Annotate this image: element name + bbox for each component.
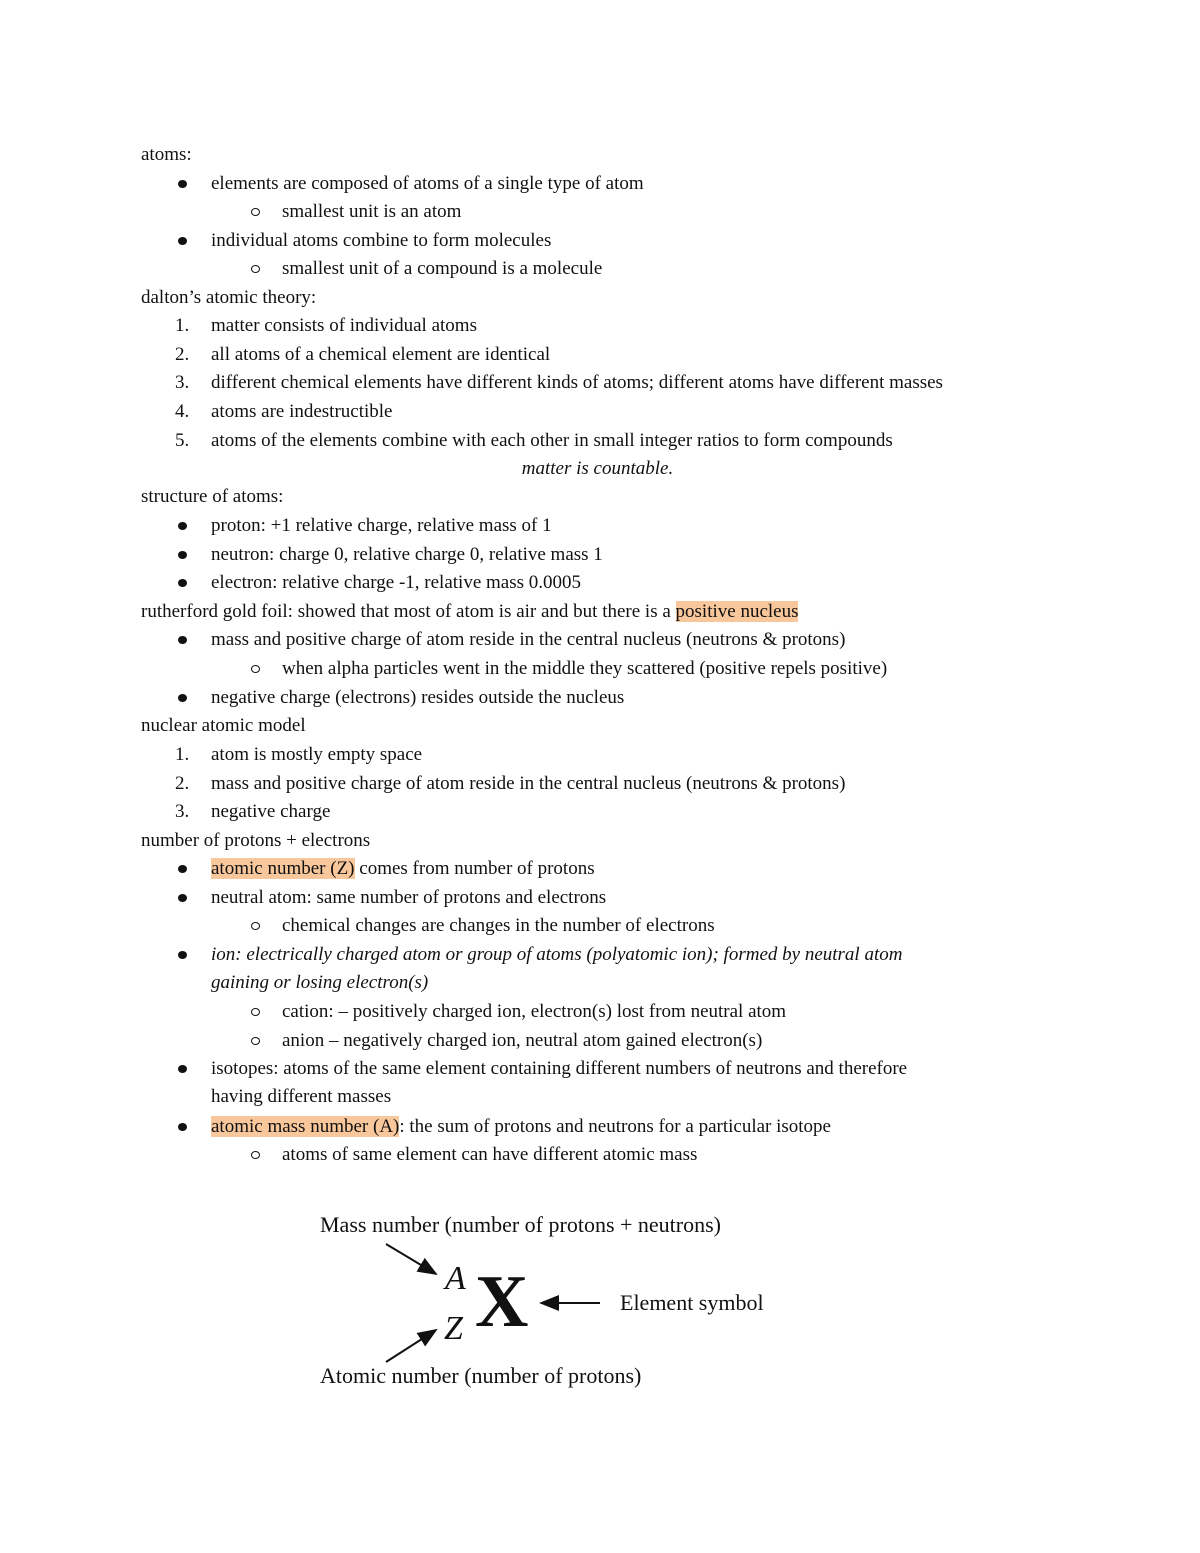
dalton-note: matter is countable.	[521, 458, 674, 479]
list-item: atoms of same element can have different atomic mass	[282, 1142, 697, 1168]
mass-number-symbol: A	[445, 1260, 466, 1297]
list-item: ion: electrically charged atom or group of atoms (polyatomic ion); formed by neutral atom	[211, 942, 902, 968]
list-number: 3.	[175, 801, 190, 822]
list-item: cation: – positively charged ion, electron(s) lost from neutral atom	[282, 999, 786, 1025]
list-item: neutron: charge 0, relative charge 0, relative mass 1	[211, 542, 603, 568]
mass-number-label: Mass number (number of protons + neutrons)	[320, 1212, 722, 1237]
list-item: 3. different chemical elements have different kinds of atoms; different atoms have different masses	[211, 370, 943, 396]
heading-atoms: atoms:	[141, 144, 192, 165]
atomic-number-symbol: Z	[444, 1310, 463, 1347]
list-item: atomic mass number (A): the sum of protons and neutrons for a particular isotope	[211, 1114, 831, 1140]
list-item-continuation: gaining or losing electron(s)	[211, 972, 429, 993]
list-item: 5. atoms of the elements combine with each other in small integer ratios to form compounds	[211, 428, 893, 454]
list-number: 1.	[175, 744, 190, 765]
list-item: smallest unit of a compound is a molecule	[282, 256, 602, 282]
list-item: chemical changes are changes in the number of electrons	[282, 913, 715, 939]
list-item: elements are composed of atoms of a single type of atom	[211, 171, 644, 197]
heading-dalton: dalton’s atomic theory:	[141, 287, 317, 308]
list-item: individual atoms combine to form molecules	[211, 228, 551, 254]
list-item-continuation: having different masses	[211, 1086, 392, 1107]
list-item: 2. mass and positive charge of atom reside in the central nucleus (neutrons & protons)	[211, 771, 845, 797]
list-item: when alpha particles went in the middle they scattered (positive repels positive)	[282, 656, 887, 682]
atomic-number-arrow	[386, 1330, 436, 1362]
list-number: 3.	[175, 372, 190, 393]
highlight: atomic number (Z)	[211, 858, 355, 879]
mass-number-arrow	[386, 1244, 436, 1274]
list-item: smallest unit is an atom	[282, 199, 461, 225]
atomic-number-label: Atomic number (number of protons)	[320, 1363, 642, 1388]
list-item: 1. atom is mostly empty space	[211, 742, 422, 768]
list-item: 4. atoms are indestructible	[211, 399, 393, 425]
list-number: 1.	[175, 315, 190, 336]
list-item: electron: relative charge -1, relative mass 0.0005	[211, 570, 581, 596]
list-number: 2.	[175, 773, 190, 794]
list-item: 1. matter consists of individual atoms	[211, 313, 477, 339]
list-item: isotopes: atoms of the same element containing different numbers of neutrons and therefore	[211, 1056, 907, 1082]
list-item: negative charge (electrons) resides outside the nucleus	[211, 685, 624, 711]
highlight: atomic mass number (A)	[211, 1116, 400, 1137]
element-symbol: X	[475, 1261, 529, 1343]
list-item: atomic number (Z) comes from number of protons	[211, 856, 595, 882]
heading-nuclear: nuclear atomic model	[141, 715, 306, 736]
list-item: proton: +1 relative charge, relative mass of 1	[211, 513, 552, 539]
list-number: 5.	[175, 430, 190, 451]
list-item: 2. all atoms of a chemical element are identical	[211, 342, 550, 368]
list-item: neutral atom: same number of protons and electrons	[211, 885, 606, 911]
list-number: 2.	[175, 344, 190, 365]
list-item: 3. negative charge	[211, 799, 330, 825]
list-item: mass and positive charge of atom reside in the central nucleus (neutrons & protons)	[211, 627, 845, 653]
element-symbol-label: Element symbol	[620, 1290, 764, 1315]
heading-rutherford: rutherford gold foil: showed that most of atom is air and but there is a positive nucleus	[141, 601, 799, 622]
highlight: positive nucleus	[675, 601, 799, 622]
heading-protons-electrons: number of protons + electrons	[141, 830, 371, 851]
list-item: anion – negatively charged ion, neutral atom gained electron(s)	[282, 1028, 762, 1054]
list-number: 4.	[175, 401, 190, 422]
heading-structure: structure of atoms:	[141, 486, 284, 507]
